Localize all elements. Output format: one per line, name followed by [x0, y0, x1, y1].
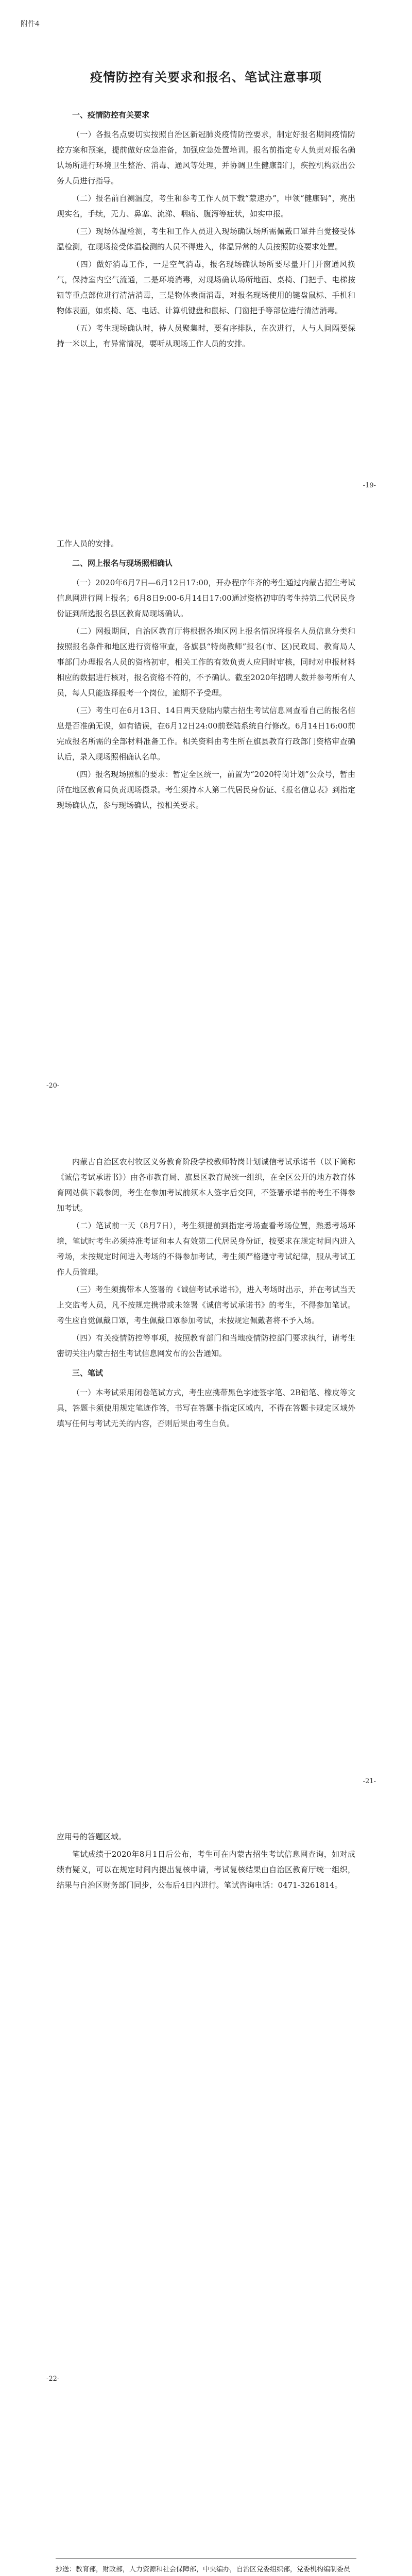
paragraph: （三）考生可在6月13日、14日两天登陆内蒙古招生考试信息网查看自己的报名信息是否准确无误，如有错误，在6月12日24:00前登陆系统自行修改。6月14日16:00前完成报名所需的全部材料准备工作。相关资料由考生所在旗县教育行政部门资格审查确认后，录入现场照相确认名单。 [57, 706, 355, 761]
cc-distribution-box [56, 2558, 356, 2576]
page-1-body [57, 103, 355, 353]
paragraph: 笔试成绩于2020年8月1日后公布，考生可在内蒙古招生考试信息网查询，如对成绩有疑义，可以在规定时间内提出复核申请，考试复核结果由自治区教育厅统一组织，结果与自治区财务部门同步，公布后4日内进行。笔试咨询电话：0471-3261814。 [57, 1850, 355, 1890]
paragraph: （二）笔试前一天（8月7日），考生须提前到指定考场查看考场位置，熟悉考场环境，笔试时考生必须持准考证和本人有效第二代居民身份证，按要求在规定时间内进入考场，未按规定时间进入考场的不得参加考试，考生须严格遵守考试纪律，服从考试工作人员管理。 [57, 1221, 355, 1277]
section-heading-1: 一、疫情防控有关要求 [72, 110, 150, 120]
page-2-body [57, 536, 355, 815]
page-number: -19- [363, 482, 376, 489]
section-heading-2: 二、网上报名与现场照相确认 [72, 558, 173, 568]
cc-text: 抄送：教育部，财政部，人力资源和社会保障部，中央编办，自治区党委组织部，党委机构编制委员 [56, 2566, 351, 2573]
page-1 [0, 0, 412, 515]
section-heading-3: 三、笔试 [72, 1368, 104, 1378]
paragraph: （一）2020年6月7日—6月12日17:00，开办程序年齐的考生通过内蒙古招生考试信息网进行网上报名；6月8日9:00-6月14日17:00通过资格初审的考生持第二代居民身份证到所选报名县区教育局现场确认。 [57, 578, 355, 618]
paragraph-continued: 应用号的答题区域。 [57, 1832, 127, 1841]
page-2 [0, 515, 412, 1123]
paragraph: （四）有关疫情防控等事项，按照教育部门和当地疫情防控部门要求执行，请考生密切关注内蒙古招生考试信息网发布的公告通知。 [57, 1333, 355, 1358]
page-4 [0, 1808, 412, 2576]
paragraph: （二）网报期间，自治区教育厅将根据各地区网上报名情况将报名人员信息分类和按照报名条件和地区进行资格审查，各旗县“特岗教师”报名(市、区)民政局、教育局人事部门办理报名人员的资格初审，相关工作的有效负责人应同时审核，同时对申报材料相应的数据进行核对，报名资格不符的，不予确认。截至2020年招聘人数并参考所有人员，每人只能选择报考一个岗位，逾期不予受理。 [57, 626, 355, 698]
paragraph: （四）报名现场照相的要求：暂定全区统一，前置为“2020特岗计划”公众号，暂由所在地区教育局负责现场摄录。考生须持本人第二代居民身份证、《报名信息表》到指定现场确认点，参与现场确认，按相关要求。 [57, 770, 355, 810]
page-number: -21- [363, 1777, 376, 1785]
attachment-label: 附件4 [21, 20, 40, 28]
paragraph: （四）做好消毒工作，一是空气消毒，报名现场确认场所要尽量开门开窗通风换气，保持室内空气流通，二是环境消毒，对现场确认场所地面、桌椅、门把手、电梯按钮等重点部位进行清洁消毒，三是物体表面消毒，对报名现场使用的键盘鼠标、手机和物体表面，如桌椅、笔、电话、计算机键盘和鼠标、门窗把手等部位进行清洁消毒。 [57, 260, 355, 315]
page-3-body [57, 1154, 355, 1433]
page-number: -22- [46, 2375, 60, 2383]
page-4-body [57, 1829, 355, 1895]
paragraph: （一）本考试采用闭卷笔试方式，考生应携带黑色字迹签字笔、2B铅笔、橡皮等文具，答题卡须使用规定笔迹作答，书写在答题卡指定区域内，不得在答题卡规定区域外填写任何与考试无关的内容，否则后果由考生自负。 [57, 1388, 355, 1428]
paragraph: （二）报名前自测温度，考生和参考工作人员下载“蒙速办”，申领“健康码”，亮出现实名，手续，无力、鼻塞、流涕、咽痛、腹泻等症状，如实申报。 [57, 194, 355, 218]
document-title: 疫情防控有关要求和报名、笔试注意事项 [90, 70, 322, 84]
paragraph-continued: 工作人员的安排。 [57, 539, 119, 548]
page-number: -20- [46, 1082, 60, 1090]
paragraph: （三）考生须携带本人签署的《诚信考试承诺书》，进入考场时出示，并在考试当天上交监考人员，凡不按规定携带或未签署《诚信考试承诺书》的考生，不得参加笔试。考生应自觉佩戴口罩，考生佩戴口罩参加考试，未按规定佩戴者将不予入场。 [57, 1285, 355, 1325]
paragraph: （三）现场体温检测，考生和工作人员进入现场确认场所需佩戴口罩并自觉接受体温检测，在现场接受体温检测的人员不得进入，体温异常的人员按照防疫要求处置。 [57, 227, 355, 251]
paragraph: （一）各报名点要切实按照自治区新冠肺炎疫情防控要求，制定好报名期间疫情防控方案和预案，提前做好应急准备，加强应急处置培训。报名前指定专人负责对报名确认场所进行环境卫生整治、消毒、通风等处理，并协调卫生健康部门，疾控机构派出公务人员进行指导。 [57, 130, 355, 185]
paragraph: （五）考生现场确认时，待人员聚集时，要有序排队，在次进行，人与人间隔要保持一米以上，有异常情况，要听从现场工作人员的安排。 [57, 324, 355, 348]
paragraph: 内蒙古自治区农村牧区义务教育阶段学校教师特岗计划诚信考试承诺书（以下简称《诚信考试承诺书》）由各市教育局、旗县区教育局统一组织，在全区公开的地方教育体育网站供下载参阅，考生在参加考试前须本人签字后交回，不签署承诺书的考生不得参加考试。 [57, 1157, 355, 1213]
page-3 [0, 1123, 412, 1808]
